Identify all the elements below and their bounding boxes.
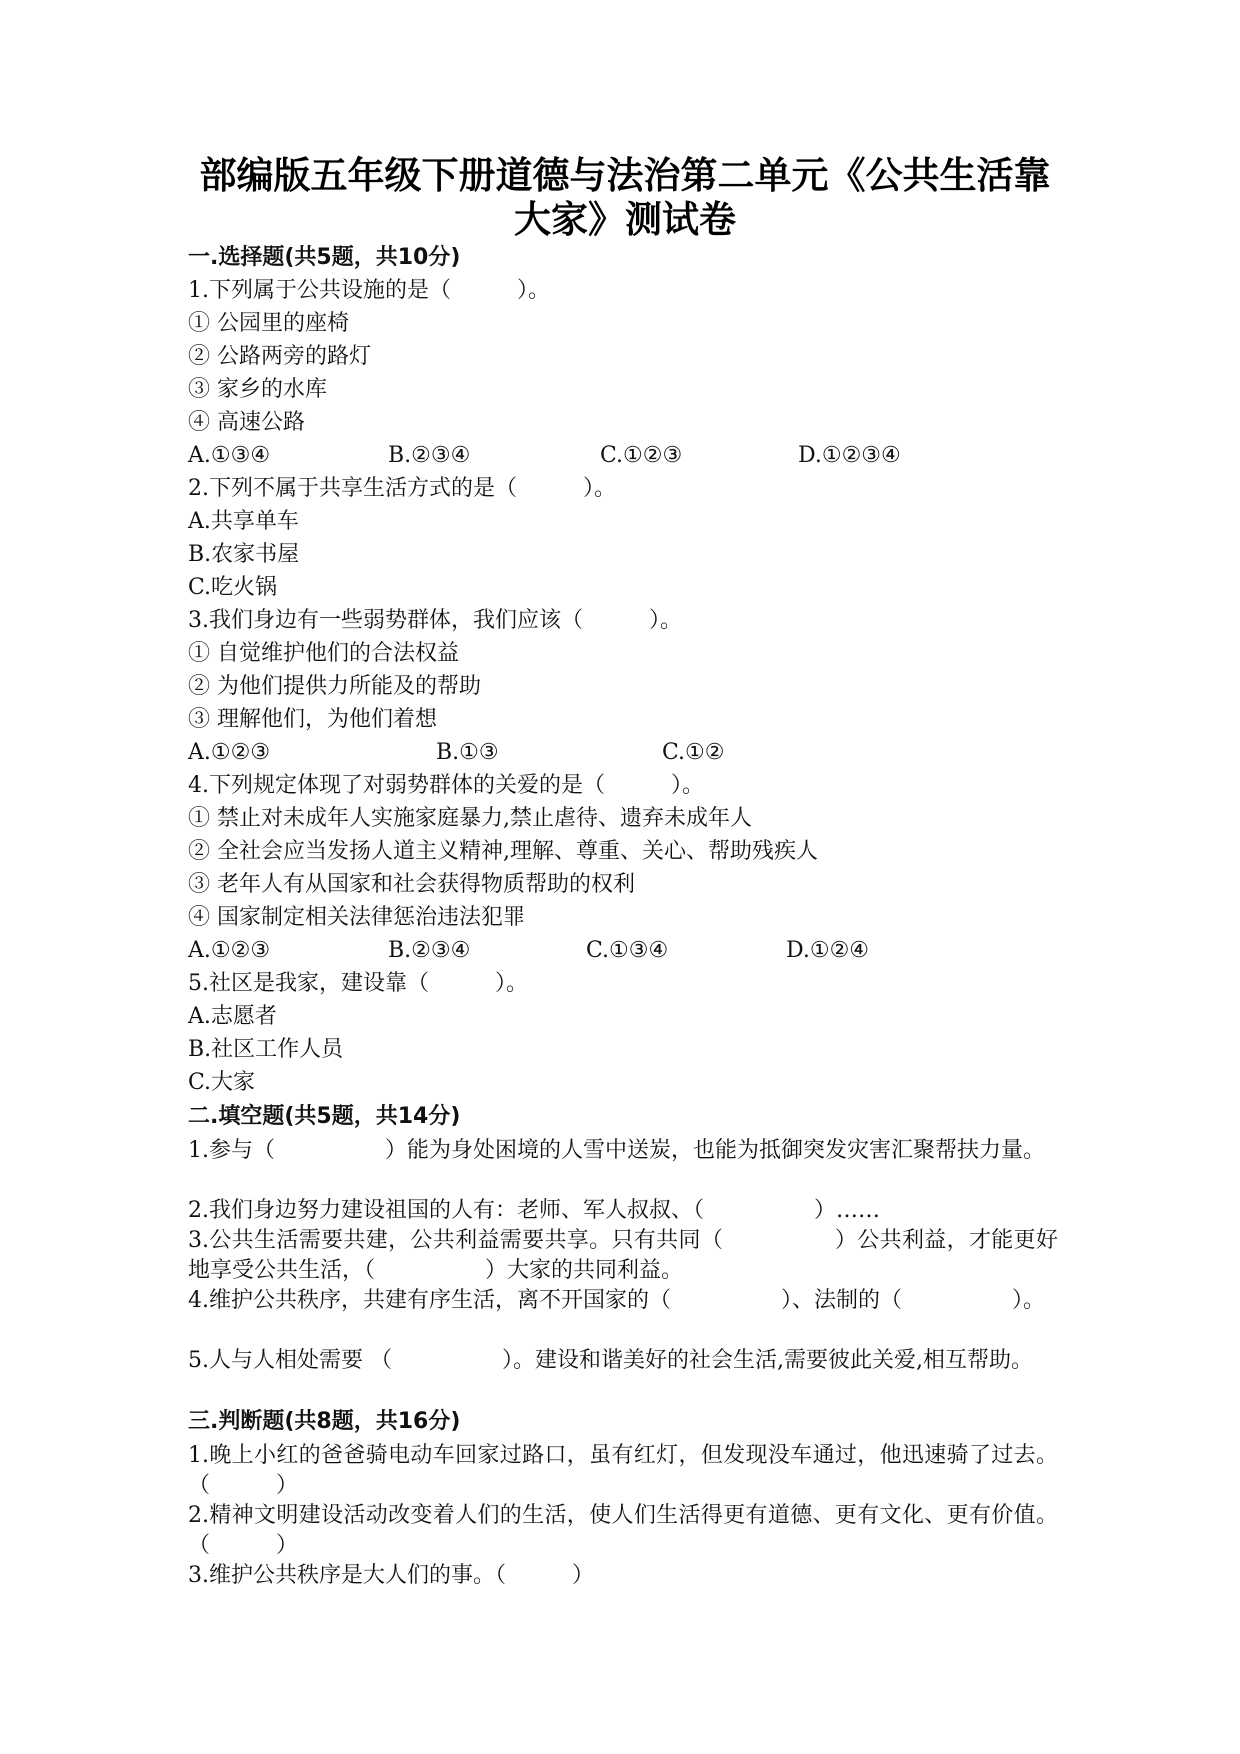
- answer-option-c: C.吃火锅: [188, 575, 278, 600]
- question-item: ② 全社会应当发扬人道主义精神,理解、尊重、关心、帮助残疾人: [188, 839, 818, 864]
- answer-option-b: B.②③④: [388, 938, 471, 963]
- question-stem: 2.下列不属于共享生活方式的是（ ）。: [188, 476, 616, 501]
- fill-question-3: 3.公共生活需要共建，公共利益需要共享。只有共同（ ）公共利益，才能更好地享受公共生活，（ ）大家的共同利益。: [188, 1228, 1058, 1283]
- question-item: ④ 国家制定相关法律惩治违法犯罪: [188, 905, 525, 930]
- judge-question-2: 2.精神文明建设活动改变着人们的生活，使人们生活得更有道德、更有文化、更有价值。（ ）: [188, 1503, 1058, 1558]
- question-item: ② 为他们提供力所能及的帮助: [188, 674, 481, 699]
- question-stem: 4.下列规定体现了对弱势群体的关爱的是（ ）。: [188, 773, 704, 798]
- question-item: ③ 理解他们，为他们着想: [188, 707, 437, 732]
- fill-question-2: 2.我们身边努力建设祖国的人有：老师、军人叔叔、（ ）……: [188, 1198, 880, 1223]
- fill-question-4: 4.维护公共秩序，共建有序生活，离不开国家的（ ）、法制的（ ）。: [188, 1288, 1045, 1313]
- answer-option-a: A.①②③: [188, 740, 271, 765]
- answer-option-a: A.志愿者: [188, 1004, 277, 1029]
- judge-question-3: 3.维护公共秩序是大人们的事。（ ）: [188, 1563, 594, 1588]
- fill-question-1: 1.参与（ ）能为身处困境的人雪中送炭，也能为抵御突发灾害汇聚帮扶力量。: [188, 1138, 1045, 1163]
- question-stem: 1.下列属于公共设施的是（ ）。: [188, 278, 550, 303]
- answer-option-d: D.①②③④: [798, 443, 901, 468]
- answer-option-a: A.共享单车: [188, 509, 299, 534]
- question-item: ③ 家乡的水库: [188, 377, 327, 402]
- answer-option-c: C.①③④: [586, 938, 669, 963]
- section-heading-judge: 三.判断题(共8题，共16分): [188, 1409, 461, 1434]
- answer-option-b: B.②③④: [388, 443, 471, 468]
- answer-option-a: A.①②③: [188, 938, 271, 963]
- question-item: ② 公路两旁的路灯: [188, 344, 371, 369]
- exam-title: [185, 154, 1065, 242]
- exam-title-line2: 大家》测试卷: [514, 198, 736, 241]
- question-item: ① 禁止对未成年人实施家庭暴力,禁止虐待、遗弃未成年人: [188, 806, 752, 831]
- question-item: ① 公园里的座椅: [188, 311, 349, 336]
- section-heading-choice: 一.选择题(共5题，共10分): [188, 245, 461, 270]
- answer-option-b: B.①③: [436, 740, 499, 765]
- answer-option-d: D.①②④: [786, 938, 870, 963]
- answer-option-a: A.①③④: [188, 443, 271, 468]
- answer-option-c: C.①②③: [600, 443, 683, 468]
- fill-question-5: 5.人与人相处需要 （ ）。建设和谐美好的社会生活,需要彼此关爱,相互帮助。: [188, 1348, 1033, 1373]
- answer-option-c: C.大家: [188, 1070, 256, 1095]
- answer-option-b: B.社区工作人员: [188, 1037, 344, 1062]
- judge-question-1: 1.晚上小红的爸爸骑电动车回家过路口，虽有红灯，但发现没车通过，他迅速骑了过去。（ ）: [188, 1443, 1058, 1498]
- question-item: ③ 老年人有从国家和社会获得物质帮助的权利: [188, 872, 635, 897]
- question-stem: 3.我们身边有一些弱势群体，我们应该（ ）。: [188, 608, 682, 633]
- question-item: ④ 高速公路: [188, 410, 305, 435]
- answer-option-b: B.农家书屋: [188, 542, 300, 567]
- question-item: ① 自觉维护他们的合法权益: [188, 641, 459, 666]
- answer-option-c: C.①②: [662, 740, 725, 765]
- exam-title-line1: 部编版五年级下册道德与法治第二单元《公共生活靠: [199, 154, 1051, 197]
- section-heading-fill: 二.填空题(共5题，共14分): [188, 1104, 461, 1129]
- question-stem: 5.社区是我家，建设靠（ ）。: [188, 971, 528, 996]
